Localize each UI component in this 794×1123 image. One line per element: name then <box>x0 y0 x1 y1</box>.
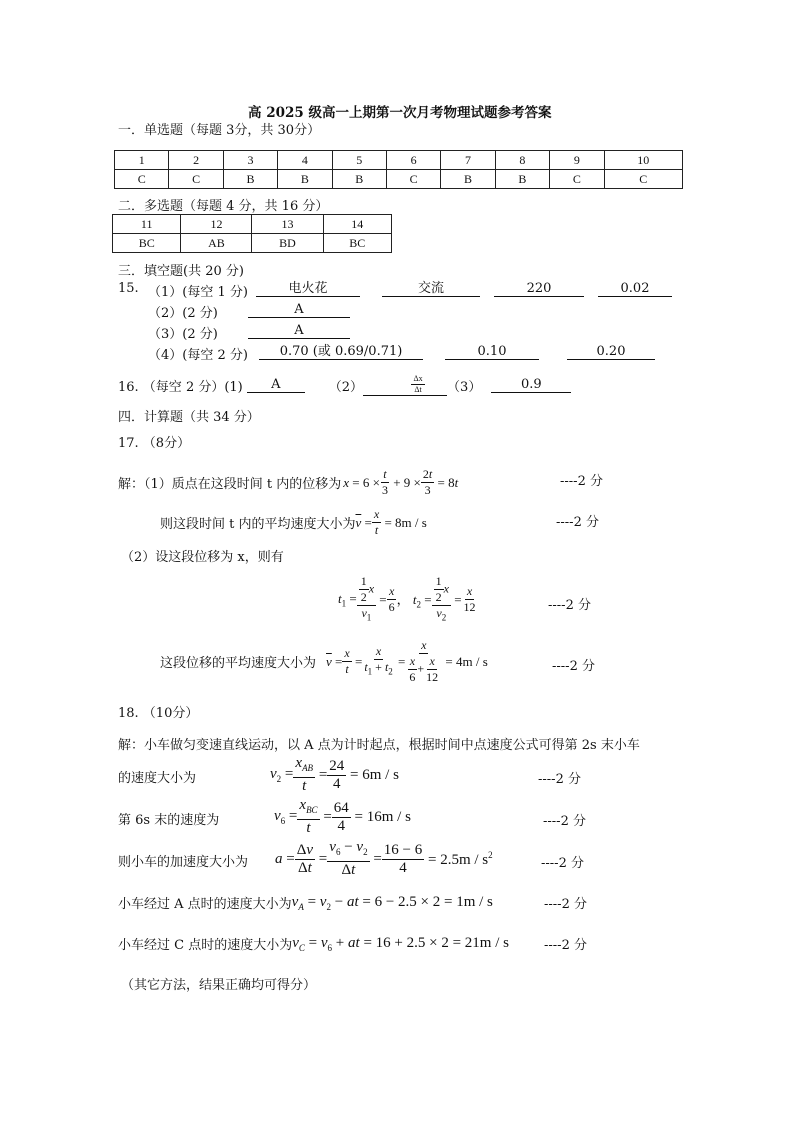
question-number: 5 <box>332 151 386 170</box>
q17-line-5: 这段位移的平均速度大小为 $\overline{v}$ = $\frac{x}{t}$ = $\frac{x}{t_1 + t_2}$ = x $\frac{x}{6}$ + $\frac{x}{12}$ = 4m / s <box>160 638 488 684</box>
points-label: ----2 分 <box>543 814 586 829</box>
question-number: 11 <box>113 215 181 234</box>
answer-cell: BC <box>113 234 181 253</box>
points-label: ----2 分 <box>544 897 587 912</box>
multi-choice-table <box>112 214 392 253</box>
question-number: 10 <box>604 151 682 170</box>
q18-intro-line-1: 解：小车做匀变速直线运动，以 A 点为计时起点，根据时间中点速度公式可得第 2s 末小车 <box>118 738 640 753</box>
fill-answer: 0.20 <box>567 344 655 360</box>
fraction: $\frac{16 - 6}{4}$ <box>383 841 423 876</box>
fraction: $\frac{t}{3}$ <box>381 467 388 497</box>
denominator: Δt <box>414 385 422 394</box>
formula-vc: $v_C = v_6$ + at = 16 + 2.5 × 2 = 21m / s <box>292 934 509 953</box>
q16-part2-label: （2） <box>328 379 364 395</box>
fill-answer: A <box>248 302 350 318</box>
points-label: ----2 分 <box>538 772 581 787</box>
fraction: $\frac{x}{t}$ <box>373 507 380 537</box>
formula-va: $v_A = v_2$ − at = 6 − 2.5 × 2 = 1m / s <box>291 893 493 912</box>
table-row <box>113 215 392 234</box>
question-number: 14 <box>323 215 391 234</box>
q15-part1-label: （1）(每空 1 分) <box>148 285 248 300</box>
fill-answer: A <box>248 323 350 339</box>
q16-line <box>118 374 571 396</box>
fraction: $\frac{24}{4}$ <box>329 757 345 792</box>
formula-v6: $v_6$ = $\frac{x_{BC}}{t}$ = $\frac{64}{4}$ = 16m / s <box>274 797 411 836</box>
section-2-heading: 二．多选题（每题 4 分，共 16 分） <box>118 199 329 214</box>
section-1-heading: 一．单选题（每题 3分，共 30分） <box>118 123 321 138</box>
fraction: x $\frac{x}{6}$ + $\frac{x}{12}$ <box>409 638 439 684</box>
q17-text: 这段位移的平均速度大小为 <box>160 656 317 671</box>
q17-line-2: 则这段时间 t 内的平均速度大小为 $\overline{v}$ = $\frac{x}{t}$ = 8m / s <box>160 507 427 537</box>
fill-answer: 0.70 (或 0.69/0.71) <box>259 344 423 360</box>
question-number: 1 <box>115 151 169 170</box>
question-number: 3 <box>223 151 277 170</box>
numerator: Δx <box>413 374 423 383</box>
answer-cell: B <box>332 170 386 189</box>
formula: x = 6 × <box>343 474 380 490</box>
fill-answer: 0.02 <box>598 281 672 297</box>
answer-cell: C <box>604 170 682 189</box>
question-number: 9 <box>550 151 604 170</box>
section-4-heading: 四．计算题（共 34 分） <box>118 410 260 425</box>
q18-heading: 18. （10分） <box>118 706 199 721</box>
answer-cell: AB <box>181 234 252 253</box>
points-label: ----2 分 <box>548 598 591 613</box>
q15-part4-answers <box>259 344 655 360</box>
q17-text: 解：（1）质点在这段时间 t 内的位移为 <box>118 477 342 492</box>
fraction <box>411 374 424 395</box>
answer-cell: BD <box>252 234 323 253</box>
question-number: 8 <box>495 151 549 170</box>
table-row <box>115 151 683 170</box>
fill-answer: 交流 <box>382 281 480 297</box>
fraction: $\frac{x}{t_1 + t_2}$ <box>364 643 393 677</box>
fraction: $\frac{1}{2}$ x $v_1$ <box>357 574 376 625</box>
q17-text: 则这段时间 t 内的平均速度大小为 <box>160 517 356 532</box>
answer-cell: C <box>550 170 604 189</box>
fraction: $\frac{1}{2}$ x $v_2$ <box>432 574 451 625</box>
question-number: 7 <box>441 151 495 170</box>
q17-heading: 17. （8分） <box>118 436 191 451</box>
answer-cell: B <box>441 170 495 189</box>
q15-part3-label: （3）(2 分) <box>148 327 218 342</box>
fill-answer: 0.9 <box>491 377 571 393</box>
points-label: ----2 分 <box>544 938 587 953</box>
q18-vc-line <box>118 934 509 953</box>
points-label: ----2 分 <box>541 856 584 871</box>
points-label: ----2 分 <box>560 474 603 489</box>
question-number: 12 <box>181 215 252 234</box>
fill-answer: A <box>247 377 305 393</box>
fill-answer: 220 <box>494 281 584 297</box>
q18-text: 小车经过 A 点时的速度大小为 <box>118 897 292 912</box>
fraction: $\frac{2t}{3}$ <box>422 467 433 497</box>
fill-answer <box>363 374 447 396</box>
fraction: $\frac{x}{t}$ <box>344 646 350 676</box>
table-row <box>113 234 392 253</box>
q17-line-3: （2）设这段位移为 x，则有 <box>121 550 284 565</box>
answer-cell: B <box>223 170 277 189</box>
q18-va-line <box>118 893 493 912</box>
q15-part1-answers <box>256 281 672 297</box>
q15-number: 15. <box>118 281 139 296</box>
q18-acceleration-label: 则小车的加速度大小为 <box>118 855 249 870</box>
answer-cell: B <box>278 170 332 189</box>
q15-part4-label: （4）(每空 2 分) <box>148 348 248 363</box>
q15-part2-label: （2）(2 分) <box>148 306 218 321</box>
formula-v2: $v_2$ = $\frac{x_{AB}}{t}$ = $\frac{24}{4}$ = 6m / s <box>270 755 399 794</box>
answer-cell: BC <box>323 234 391 253</box>
single-choice-table <box>114 150 683 189</box>
q16-label: 16. （每空 2 分）(1) <box>118 379 243 395</box>
fraction: $\frac{x_{AB}}{t}$ <box>295 755 314 794</box>
q17-line-1: 解：（1）质点在这段时间 t 内的位移为 x = 6 × $\frac{t}{3}$ + 9 × $\frac{2t}{3}$ = 8t <box>118 467 459 497</box>
fraction: $\frac{x}{12}$ <box>463 584 476 615</box>
fraction: $\frac{x_{BC}}{t}$ <box>299 797 318 836</box>
question-number: 4 <box>278 151 332 170</box>
fraction: $\frac{64}{4}$ <box>333 799 349 834</box>
fill-answer: 电火花 <box>256 281 360 297</box>
section-3-heading: 三．填空题(共 20 分) <box>118 264 244 279</box>
fraction: $\frac{x}{6}$ <box>388 584 395 615</box>
fraction: $\frac{v_6 - v_2}{\Delta t}$ <box>329 839 368 878</box>
q16-part3-label: （3） <box>447 379 482 395</box>
question-number: 2 <box>169 151 223 170</box>
page-title: 高 2025 级高一上期第一次月考物理试题参考答案 <box>248 105 552 121</box>
q18-text: 小车经过 C 点时的速度大小为 <box>118 938 293 953</box>
fraction: $\frac{\Delta v}{\Delta t}$ <box>296 841 314 876</box>
q17-line-4: $t_1$ = $\frac{1}{2}$ x $v_1$ = $\frac{x}{6}$ ， $t_2$ = $\frac{1}{2}$ x $v_2$ = $\frac{x}{12}$ <box>338 574 478 625</box>
points-label: ----2 分 <box>556 515 599 530</box>
answer-cell: C <box>386 170 440 189</box>
q18-v6-label: 第 6s 末的速度为 <box>118 813 220 828</box>
q18-intro-line-2: 的速度大小为 <box>118 771 197 786</box>
answer-cell: C <box>115 170 169 189</box>
q18-note: （其它方法，结果正确均可得分） <box>121 978 317 993</box>
fill-answer: 0.10 <box>445 344 539 360</box>
question-number: 13 <box>252 215 323 234</box>
table-row <box>115 170 683 189</box>
answer-cell: B <box>495 170 549 189</box>
formula-acceleration: a = $\frac{\Delta v}{\Delta t}$ = $\frac{v_6 - v_2}{\Delta t}$ = $\frac{16 - 6}{4}$ = $2.5m / s^2$ <box>275 839 493 878</box>
points-label: ----2 分 <box>552 659 595 674</box>
question-number: 6 <box>386 151 440 170</box>
answer-cell: C <box>169 170 223 189</box>
